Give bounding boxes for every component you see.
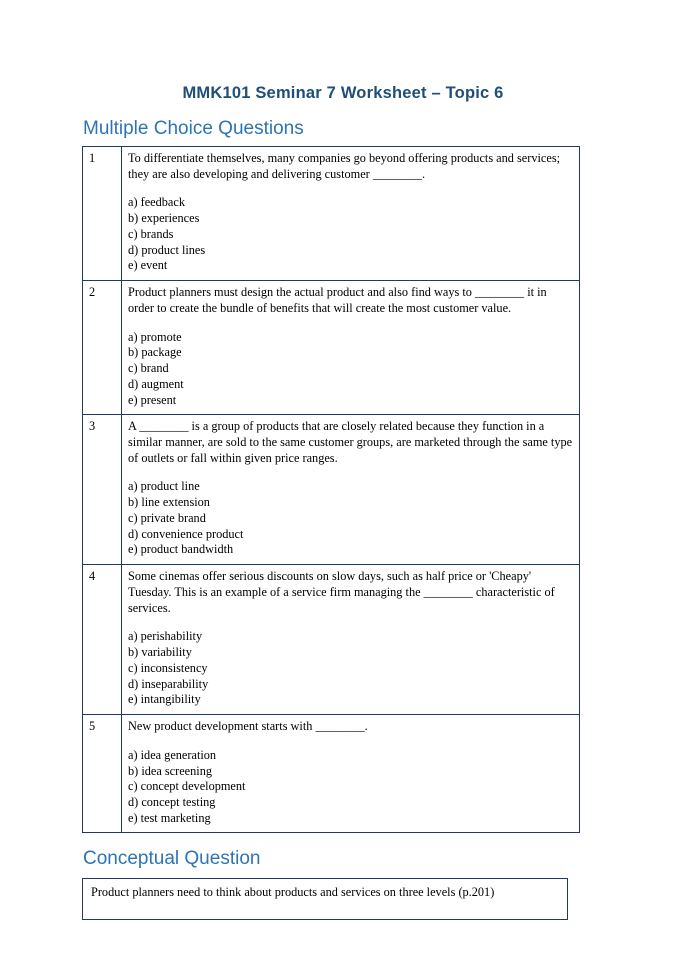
multiple-choice-table: [82, 146, 580, 833]
option-a: a) idea generation: [128, 747, 217, 762]
option-e: e) test marketing: [128, 810, 211, 825]
table-row: [83, 415, 580, 565]
question-stem: Product planners must design the actual product and also find ways to ________ it in order to create the bundle of benefits that will create the most customer value.: [128, 285, 547, 315]
conceptual-question-section: [82, 878, 568, 920]
question-number: 3: [83, 415, 122, 565]
question-cell: [122, 415, 580, 565]
option-a: a) promote: [128, 329, 182, 344]
question-options: [128, 195, 573, 274]
option-a: a) feedback: [128, 195, 185, 210]
question-options: [128, 748, 573, 827]
option-a: a) perishability: [128, 629, 203, 644]
option-d: d) inseparability: [128, 676, 209, 691]
option-e: e) intangibility: [128, 692, 201, 707]
option-d: d) convenience product: [128, 526, 244, 541]
question-cell: [122, 565, 580, 715]
question-cell: [122, 147, 580, 281]
section-heading-multiple-choice: Multiple Choice Questions: [83, 118, 304, 139]
question-cell: [122, 281, 580, 415]
question-stem: Some cinemas offer serious discounts on slow days, such as half price or 'Cheapy' Tuesday. This is an example of a service firm managing the ________ characteristic of services.: [128, 569, 555, 615]
option-d: d) concept testing: [128, 794, 216, 809]
page-title: MMK101 Seminar 7 Worksheet – Topic 6: [182, 84, 504, 102]
section-heading-conceptual: Conceptual Question: [83, 848, 261, 870]
question-options: [128, 629, 573, 708]
question-stem: A ________ is a group of products that are closely related because they function in a similar manner, are sold to the same customer groups, are marketed through the same type of outlets or fall within given price ranges.: [128, 419, 573, 465]
option-b: b) line extension: [128, 495, 210, 510]
option-c: c) brand: [128, 361, 169, 376]
question-number: 1: [83, 147, 122, 281]
option-c: c) brands: [128, 226, 174, 241]
question-stem: To differentiate themselves, many companies go beyond offering products and services; they are also developing and delivering customer ________.: [128, 151, 561, 181]
option-b: b) idea screening: [128, 763, 212, 778]
question-number: 4: [83, 565, 122, 715]
table-row: [83, 565, 580, 715]
question-stem: New product development starts with ________.: [128, 719, 368, 734]
table-row: [83, 715, 580, 833]
option-a: a) product line: [128, 479, 200, 494]
option-c: c) private brand: [128, 510, 206, 525]
option-c: c) concept development: [128, 779, 246, 794]
question-options: [128, 330, 573, 409]
option-e: e) event: [128, 258, 168, 273]
option-d: d) augment: [128, 376, 184, 391]
bottom-spacer: [0, 920, 686, 932]
question-number: 2: [83, 281, 122, 415]
table-row: [83, 147, 580, 281]
question-number: 5: [83, 715, 122, 833]
option-d: d) product lines: [128, 242, 206, 257]
question-cell: [122, 715, 580, 833]
option-b: b) variability: [128, 645, 192, 660]
conceptual-question-text: Product planners need to think about products and services on three levels (p.201): [82, 878, 568, 920]
option-b: b) package: [128, 345, 182, 360]
option-e: e) product bandwidth: [128, 542, 234, 557]
option-e: e) present: [128, 392, 177, 407]
option-b: b) experiences: [128, 211, 200, 226]
table-row: [83, 281, 580, 415]
question-options: [128, 479, 573, 558]
option-c: c) inconsistency: [128, 660, 208, 675]
